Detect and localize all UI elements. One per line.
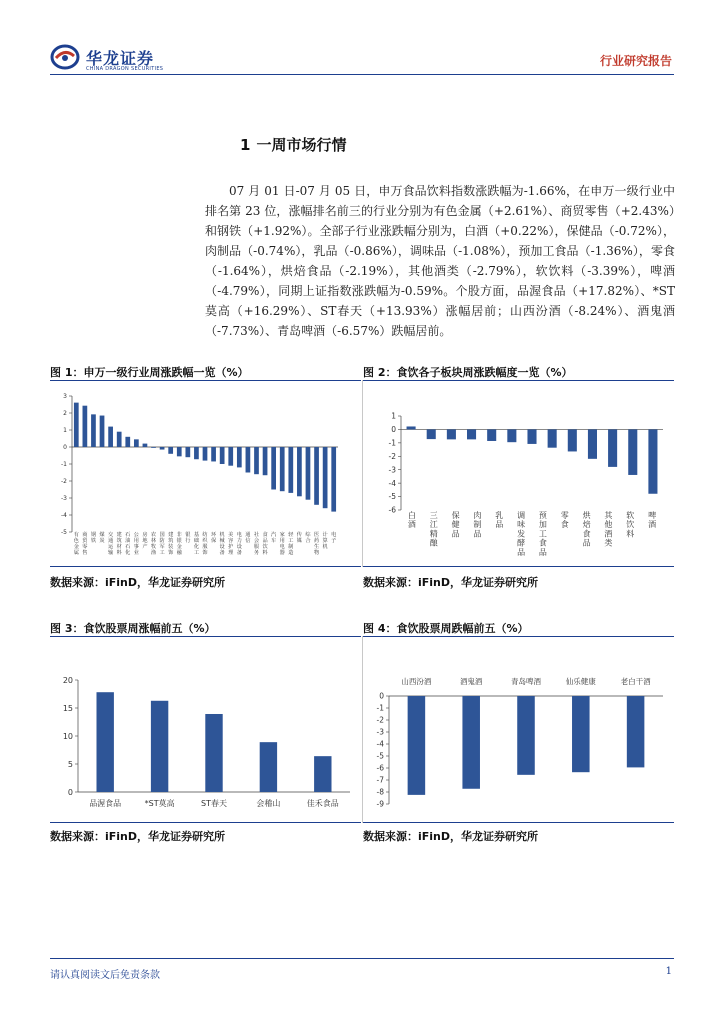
figure-row2-divider bbox=[362, 636, 363, 823]
fig4-y-tick-label: -5 bbox=[376, 751, 384, 761]
fig1-x-label: 轻工制造 bbox=[288, 532, 294, 556]
fig2-bar bbox=[527, 429, 536, 444]
fig1-x-label: 社会服务 bbox=[253, 532, 260, 556]
fig1-y-tick-label: 1 bbox=[63, 427, 67, 435]
fig1-bar bbox=[246, 447, 251, 473]
fig2-y-tick-label: -2 bbox=[388, 451, 396, 461]
fig3-bar bbox=[151, 701, 168, 792]
fig3-source: 数据来源：iFinD，华龙证券研究所 bbox=[50, 830, 226, 843]
fig2-x-label: 肉制品 bbox=[473, 511, 482, 539]
fig4-bar bbox=[572, 696, 590, 772]
page-number: 1 bbox=[665, 966, 672, 977]
summary-paragraph: 07 月 01 日-07 月 05 日，申万食品饮料指数涨跌幅为-1.66%，在申万一级行业中排名第 23 位，涨幅排名前三的行业分别为有色金属（+2.61%）、商贸零售（+2.43%）和钢铁（+1.92%）。全部子行业涨跌幅分别为，白酒（+0.22%），保健品（-0.72%），肉制品（-0.74%），乳品（-0.86%），调味品（-1.08%），预加工食品（-1.36%），零食（-1.64%），烘焙食品（-2.19%），其他酒类（-2.79%），软饮料（-3.39%），啤酒（-4.79%），同期上证指数涨跌幅为-0.59%。个股方面，品渥食品（+17.82%）、*ST莫高（+16.29%）、ST春天（+13.93%）涨幅居前；山西汾酒（-8.24%）、酒鬼酒（-7.73%）、青岛啤酒（-6.57%）跌幅居前。 bbox=[205, 184, 675, 338]
fig4-bar bbox=[462, 696, 480, 789]
fig3-bar bbox=[314, 756, 331, 792]
fig4-x-label: 酒鬼酒 bbox=[459, 677, 483, 686]
fig1-x-label: 通信 bbox=[245, 532, 251, 544]
fig1-bar bbox=[160, 447, 165, 450]
fig4-x-label: 老白干酒 bbox=[620, 677, 651, 686]
fig2-bar bbox=[568, 429, 577, 451]
fig1-y-tick-label: -3 bbox=[61, 495, 67, 503]
fig1-bar bbox=[168, 447, 173, 454]
fig1-x-label: 建筑装饰 bbox=[168, 532, 174, 556]
fig1-x-label: 电子 bbox=[331, 532, 337, 544]
fig2-x-label: 烘焙食品 bbox=[582, 511, 591, 548]
fig1-bar bbox=[100, 416, 105, 447]
fig3-y-tick-label: 20 bbox=[62, 675, 73, 685]
brand-name: 华龙证券 bbox=[86, 49, 155, 68]
fig3-bottom-rule bbox=[50, 822, 361, 823]
fig2-x-label: 软饮料 bbox=[626, 511, 635, 539]
figure-row1-divider bbox=[362, 380, 363, 567]
fig1-x-label: 食品饮料 bbox=[262, 532, 268, 556]
fig2-title: 图 2：食饮各子板块周涨跌幅度一览（%） bbox=[363, 366, 573, 379]
fig4-y-tick-label: -2 bbox=[376, 715, 384, 725]
fig2-x-label: 调味发酵品 bbox=[517, 511, 526, 557]
footer-disclaimer: 请认真阅读文后免责条款 bbox=[50, 970, 160, 981]
fig1-bar bbox=[151, 447, 156, 448]
fig3-x-label: 佳禾食品 bbox=[306, 799, 339, 808]
fig4-source: 数据来源：iFinD，华龙证券研究所 bbox=[363, 830, 539, 843]
fig4-bar bbox=[627, 696, 645, 767]
fig1-x-label: 国防军工 bbox=[159, 532, 165, 556]
fig3-x-label: *ST莫高 bbox=[144, 799, 175, 808]
fig4-bar bbox=[408, 696, 426, 795]
fig3-y-tick-label: 5 bbox=[67, 759, 73, 769]
fig1-bar bbox=[117, 432, 122, 447]
fig1-bar bbox=[125, 437, 130, 447]
fig3-title: 图 3：食饮股票周涨幅前五（%） bbox=[50, 622, 216, 635]
section-number: 1 bbox=[240, 136, 251, 154]
fig1-x-label: 机械设备 bbox=[219, 532, 225, 556]
fig1-bar bbox=[108, 427, 113, 447]
fig1-bar bbox=[177, 447, 182, 456]
fig2-y-tick-label: -4 bbox=[388, 478, 396, 488]
fig3-bar bbox=[96, 692, 113, 792]
fig1-bar bbox=[83, 406, 88, 447]
fig2-bar bbox=[427, 429, 436, 439]
fig1-x-label: 电力设备 bbox=[236, 532, 242, 556]
fig4-y-tick-label: 0 bbox=[379, 691, 384, 701]
fig2-source: 数据来源：iFinD，华龙证券研究所 bbox=[363, 576, 539, 589]
fig2-bar bbox=[507, 429, 516, 442]
fig1-x-label: 传媒 bbox=[296, 532, 302, 544]
fig1-y-tick-label: -5 bbox=[61, 529, 67, 537]
fig3-y-tick-label: 0 bbox=[67, 787, 73, 797]
fig2-x-label: 其他酒类 bbox=[604, 511, 613, 548]
fig1-bottom-rule bbox=[50, 566, 361, 567]
fig2-bar bbox=[487, 429, 496, 441]
section-heading bbox=[240, 134, 352, 155]
fig2-chart bbox=[363, 384, 674, 564]
fig1-x-label: 家用电器 bbox=[279, 532, 285, 556]
fig1-bar bbox=[134, 439, 139, 447]
fig1-bar bbox=[288, 447, 293, 493]
fig2-bar bbox=[588, 429, 597, 458]
fig1-y-tick-label: -2 bbox=[61, 478, 67, 486]
fig2-x-label: 三江精酿 bbox=[429, 511, 438, 548]
fig4-y-tick-label: -8 bbox=[376, 787, 384, 797]
fig1-title: 图 1：申万一级行业周涨跌幅一览（%） bbox=[50, 366, 249, 379]
fig1-bar bbox=[280, 447, 285, 491]
fig2-bar bbox=[407, 426, 416, 429]
fig1-x-label: 基础化工 bbox=[193, 532, 200, 556]
fig1-top-rule bbox=[50, 380, 361, 381]
header-divider bbox=[50, 74, 674, 75]
fig1-bar bbox=[331, 447, 336, 512]
fig2-bar bbox=[628, 429, 637, 475]
fig2-bar bbox=[548, 429, 557, 447]
fig1-x-label: 医药生物 bbox=[313, 532, 320, 556]
fig1-bar bbox=[254, 447, 259, 474]
fig2-x-label: 零食 bbox=[560, 511, 569, 530]
fig1-source: 数据来源：iFinD，华龙证券研究所 bbox=[50, 576, 226, 589]
fig1-x-label: 商贸零售 bbox=[82, 532, 88, 556]
fig1-x-label: 有色金属 bbox=[73, 532, 79, 556]
fig1-x-label: 农林牧渔 bbox=[150, 532, 157, 556]
fig1-bar bbox=[143, 444, 148, 447]
fig1-bar bbox=[271, 447, 276, 490]
fig2-y-tick-label: -1 bbox=[388, 438, 396, 448]
fig1-bar bbox=[220, 447, 225, 464]
fig4-chart bbox=[363, 640, 674, 820]
fig2-x-label: 白酒 bbox=[407, 511, 416, 530]
report-type-label: 行业研究报告 bbox=[599, 54, 672, 68]
fig3-y-tick-label: 15 bbox=[62, 703, 73, 713]
fig4-x-label: 仙乐健康 bbox=[565, 677, 596, 686]
fig4-top-rule bbox=[363, 636, 674, 637]
fig1-bar bbox=[194, 447, 199, 459]
fig2-y-tick-label: -3 bbox=[388, 465, 396, 475]
fig1-bar bbox=[314, 447, 319, 505]
brand-subtitle: CHINA DRAGON SECURITIES bbox=[86, 66, 164, 72]
fig3-x-label: 会稽山 bbox=[256, 799, 281, 808]
fig4-y-tick-label: -3 bbox=[376, 727, 384, 737]
fig2-x-label: 保健品 bbox=[451, 511, 460, 539]
fig1-bar bbox=[91, 414, 96, 447]
fig1-bar bbox=[306, 447, 311, 500]
fig3-top-rule bbox=[50, 636, 361, 637]
fig4-y-tick-label: -4 bbox=[376, 739, 384, 749]
fig2-bar bbox=[447, 429, 456, 439]
fig1-x-label: 银行 bbox=[185, 532, 191, 544]
fig1-y-tick-label: 2 bbox=[63, 410, 67, 418]
fig1-bar bbox=[74, 403, 79, 447]
fig3-y-tick-label: 10 bbox=[62, 731, 73, 741]
fig1-x-label: 计算机 bbox=[322, 532, 328, 550]
fig2-y-tick-label: -6 bbox=[388, 505, 396, 515]
fig1-x-label: 房地产 bbox=[142, 532, 148, 550]
fig2-bottom-rule bbox=[363, 566, 674, 567]
fig2-x-label: 预加工食品 bbox=[538, 511, 547, 557]
fig2-y-tick-label: 1 bbox=[391, 411, 396, 421]
fig1-y-tick-label: -4 bbox=[61, 512, 67, 520]
fig1-bar bbox=[297, 447, 302, 496]
fig1-bar bbox=[203, 447, 208, 461]
fig2-y-tick-label: -5 bbox=[388, 492, 396, 502]
section-title-text: 一周市场行情 bbox=[256, 136, 347, 154]
fig1-y-tick-label: 0 bbox=[63, 444, 67, 452]
fig3-x-label: 品渥食品 bbox=[89, 799, 122, 808]
fig3-x-label: ST春天 bbox=[201, 799, 227, 808]
page-header bbox=[0, 0, 724, 80]
fig4-y-tick-label: -9 bbox=[376, 799, 384, 809]
fig1-y-tick-label: 3 bbox=[63, 393, 67, 401]
fig3-bar bbox=[260, 742, 277, 792]
fig2-x-label: 乳品 bbox=[495, 511, 504, 530]
fig1-x-label: 交通运输 bbox=[108, 532, 114, 556]
fig1-bar bbox=[237, 447, 242, 467]
fig1-x-label: 非银金融 bbox=[176, 532, 182, 556]
fig1-x-label: 美容护理 bbox=[228, 532, 234, 556]
fig1-x-label: 环保 bbox=[210, 532, 217, 544]
fig4-bar bbox=[517, 696, 535, 775]
fig3-chart bbox=[50, 640, 361, 820]
fig1-x-label: 钢铁 bbox=[90, 532, 97, 544]
fig1-chart bbox=[50, 384, 361, 564]
fig1-x-label: 建筑材料 bbox=[116, 532, 122, 556]
fig2-top-rule bbox=[363, 380, 674, 381]
fig4-y-tick-label: -1 bbox=[376, 703, 384, 713]
fig2-bar bbox=[648, 429, 657, 493]
fig2-bar bbox=[608, 429, 617, 466]
fig1-x-label: 煤炭 bbox=[99, 532, 105, 544]
fig1-bar bbox=[211, 447, 216, 461]
fig1-bar bbox=[263, 447, 268, 475]
fig2-y-tick-label: 0 bbox=[391, 425, 396, 435]
fig4-y-tick-label: -6 bbox=[376, 763, 384, 773]
fig1-y-tick-label: -1 bbox=[61, 461, 67, 469]
footer-divider bbox=[50, 958, 674, 959]
fig1-x-label: 石油石化 bbox=[125, 532, 131, 556]
fig2-x-label: 啤酒 bbox=[648, 511, 657, 530]
fig4-x-label: 山西汾酒 bbox=[401, 677, 432, 686]
fig2-bar bbox=[467, 429, 476, 439]
dragon-logo-icon bbox=[50, 44, 80, 70]
fig4-y-tick-label: -7 bbox=[376, 775, 384, 785]
fig1-x-label: 综合 bbox=[305, 532, 311, 544]
fig1-x-label: 公用事业 bbox=[133, 532, 139, 556]
fig1-x-label: 纺织服饰 bbox=[202, 532, 208, 556]
fig3-bar bbox=[205, 714, 222, 792]
fig4-bottom-rule bbox=[363, 822, 674, 823]
fig4-title: 图 4：食饮股票周跌幅前五（%） bbox=[363, 622, 529, 635]
fig1-x-label: 汽车 bbox=[271, 532, 277, 544]
fig1-bar bbox=[323, 447, 328, 508]
fig1-bar bbox=[228, 447, 233, 466]
fig4-x-label: 青岛啤酒 bbox=[511, 677, 541, 686]
fig1-bar bbox=[185, 447, 190, 457]
